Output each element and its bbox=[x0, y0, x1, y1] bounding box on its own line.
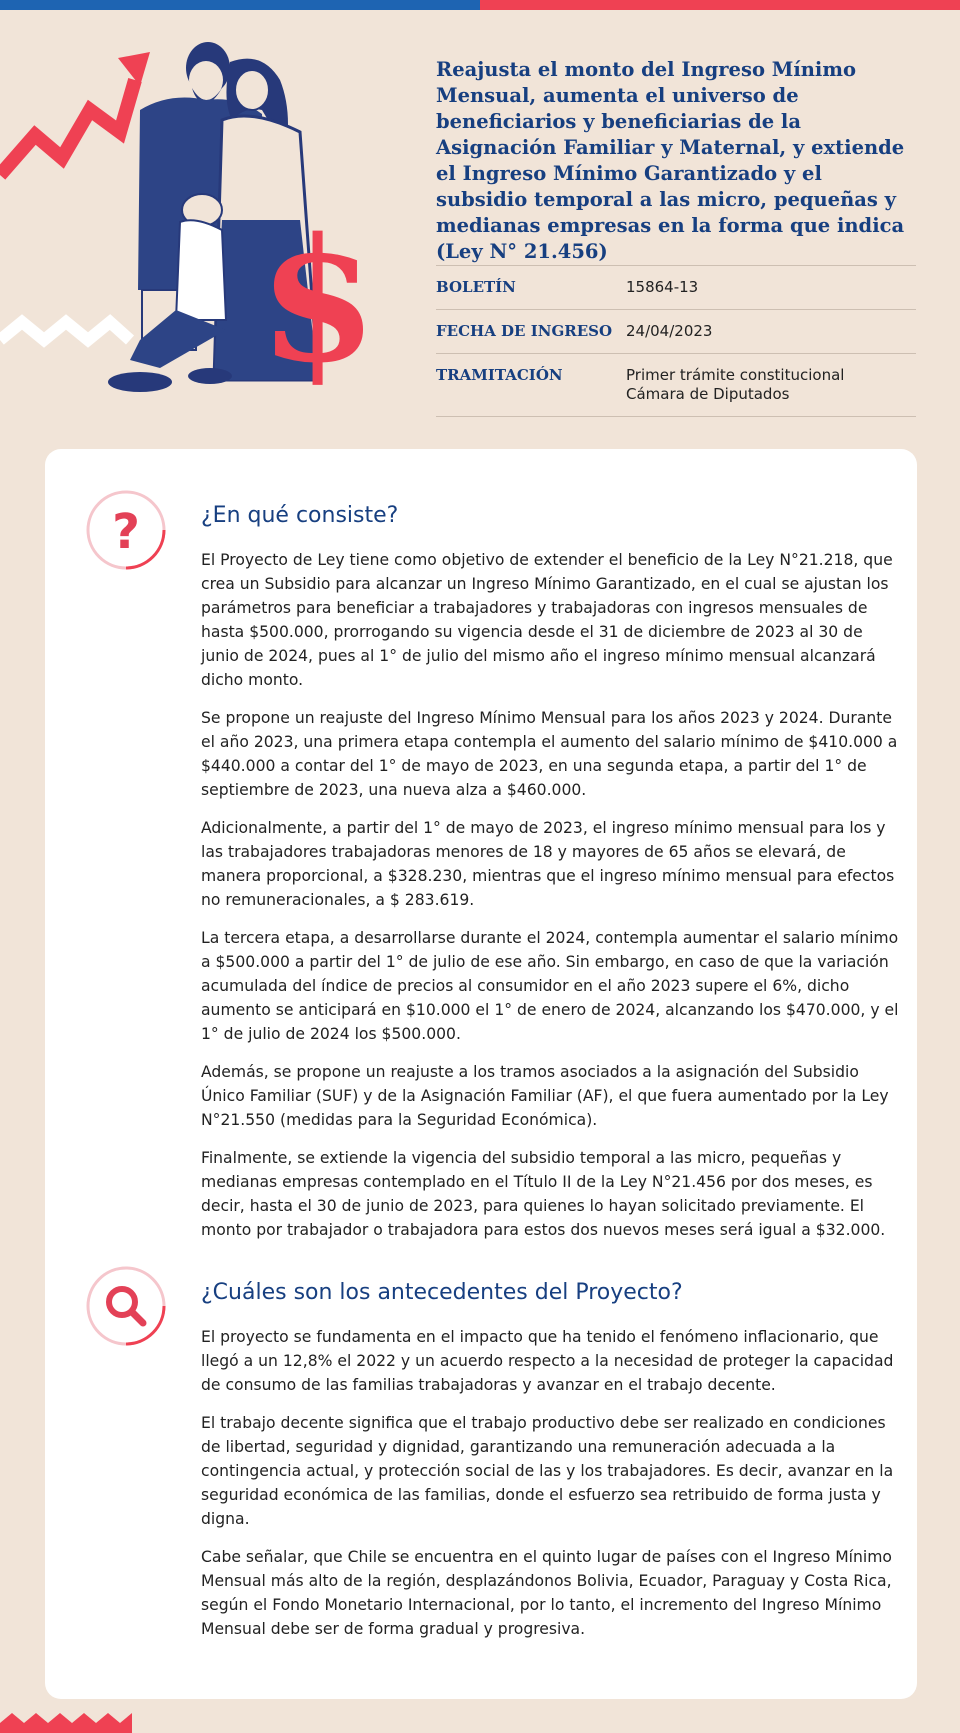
paragraph: Se propone un reajuste del Ingreso Mínimo Mensual para los años 2023 y 2024. Durante el año 2023, una primera etapa contempla el aumento del salario mínimo de $410.000 a $440.000 a contar del 1° de mayo de 2023, en una segunda etapa, a partir del 1° de septiembre de 2023, una nueva alza a $460.000. bbox=[201, 709, 898, 799]
content-card bbox=[45, 449, 917, 1699]
meta-value-line: Primer trámite constitucional bbox=[626, 366, 845, 384]
meta-value bbox=[626, 366, 844, 404]
svg-text:$: $ bbox=[258, 201, 378, 401]
svg-text:?: ? bbox=[112, 504, 140, 560]
section-title-consiste: ¿En qué consiste? bbox=[201, 503, 399, 528]
paragraph: La tercera etapa, a desarrollarse durante el 2024, contempla aumentar el salario mínimo a $500.000 a partir del 1° de julio de ese año. Sin embargo, en caso de que la variación acumulada del índice de precios al consumidor en el año 2023 supere el 6%, dicho aumento se anticipará en $10.000 el 1° de enero de 2024, alcanzando los $470.000, y el 1° de julio de 2024 los $500.000. bbox=[201, 929, 899, 1043]
paragraph: Adicionalmente, a partir del 1° de mayo de 2023, el ingreso mínimo mensual para los y las trabajadores trabajadoras menores de 18 y mayores de 65 años se elevará, de manera proporcional, a $328.230, mientras que el ingreso mínimo mensual para efectos no remuneracionales, a $ 283.619. bbox=[201, 819, 895, 909]
section-body-consiste bbox=[201, 548, 901, 1256]
meta-value-line: 24/04/2023 bbox=[626, 322, 713, 340]
paragraph: Además, se propone un reajuste a los tramos asociados a la asignación del Subsidio Único Familiar (SUF) y de la Asignación Familiar (AF), el que fuera aumentado por la Ley N°21.550 (medidas para la Seguridad Económica). bbox=[201, 1063, 889, 1129]
bill-title: Reajusta el monto del Ingreso Mínimo Mensual, aumenta el universo de beneficiarios y beneficiarias de la Asignación Familiar y Maternal, y extiende el Ingreso Mínimo Garantizado y el subsidio temporal a las micro, pequeñas y medianas empresas en la forma que indica (Ley N° 21.456) bbox=[436, 58, 905, 263]
question-mark-icon bbox=[85, 489, 171, 575]
meta-value bbox=[626, 322, 712, 341]
meta-label: FECHA DE INGRESO bbox=[436, 322, 613, 340]
meta-row-boletin bbox=[436, 265, 916, 309]
magnifier-icon bbox=[85, 1265, 171, 1351]
meta-row-fecha-de-ingreso bbox=[436, 309, 916, 353]
meta-label: TRAMITACIÓN bbox=[436, 366, 563, 384]
meta-value-line: Cámara de Diputados bbox=[626, 385, 790, 403]
meta-value-line: 15864-13 bbox=[626, 278, 699, 296]
family-illustration bbox=[0, 40, 390, 430]
top-color-bar bbox=[0, 0, 960, 10]
section-title-antecedentes: ¿Cuáles son los antecedentes del Proyecto? bbox=[201, 1280, 683, 1305]
decorative-zigzag bbox=[0, 1713, 140, 1733]
paragraph: El trabajo decente significa que el trabajo productivo debe ser realizado en condiciones de libertad, seguridad y dignidad, garantizando una remuneración adecuada a la contingencia actual, y protección social de las y los trabajadores. Es decir, avanzar en la seguridad económica de las familias, donde el esfuerzo sea retribuido de forma justa y digna. bbox=[201, 1414, 894, 1528]
section-body-antecedentes bbox=[201, 1325, 901, 1655]
meta-value bbox=[626, 278, 698, 297]
paragraph: El proyecto se fundamenta en el impacto que ha tenido el fenómeno inflacionario, que llegó a un 12,8% el 2022 y un acuerdo respecto a la necesidad de proteger la capacidad de consumo de las familias trabajadoras y avanzar en el trabajo decente. bbox=[201, 1328, 894, 1394]
paragraph: Finalmente, se extiende la vigencia del subsidio temporal a las micro, pequeñas y medianas empresas contemplado en el Título II de la Ley N°21.456 por dos meses, es decir, hasta el 30 de junio de 2023, para quienes lo hayan solicitado previamente. El monto por trabajador o trabajadora para estos dos nuevos meses será igual a $32.000. bbox=[201, 1149, 886, 1239]
top-bar-red-segment bbox=[480, 0, 960, 10]
paragraph: El Proyecto de Ley tiene como objetivo de extender el beneficio de la Ley N°21.218, que crea un Subsidio para alcanzar un Ingreso Mínimo Garantizado, en el cual se ajustan los parámetros para beneficiar a trabajadores y trabajadoras con ingresos mensuales de hasta $500.000, prorrogando su vigencia desde el 31 de diciembre de 2023 al 30 de junio de 2024, pues al 1° de julio del mismo año el ingreso mínimo mensual alcanzará dicho monto. bbox=[201, 551, 893, 689]
meta-row-tramitacion bbox=[436, 353, 916, 417]
top-bar-blue-segment bbox=[0, 0, 480, 10]
bill-metadata bbox=[436, 265, 916, 417]
meta-label: BOLETÍN bbox=[436, 278, 516, 296]
paragraph: Cabe señalar, que Chile se encuentra en el quinto lugar de países con el Ingreso Mínimo Mensual más alto de la región, desplazándonos Bolivia, Ecuador, Paraguay y Costa Rica, según el Fondo Monetario Internacional, por lo tanto, el incremento del Ingreso Mínimo Mensual debe ser de forma gradual y progresiva. bbox=[201, 1548, 892, 1638]
